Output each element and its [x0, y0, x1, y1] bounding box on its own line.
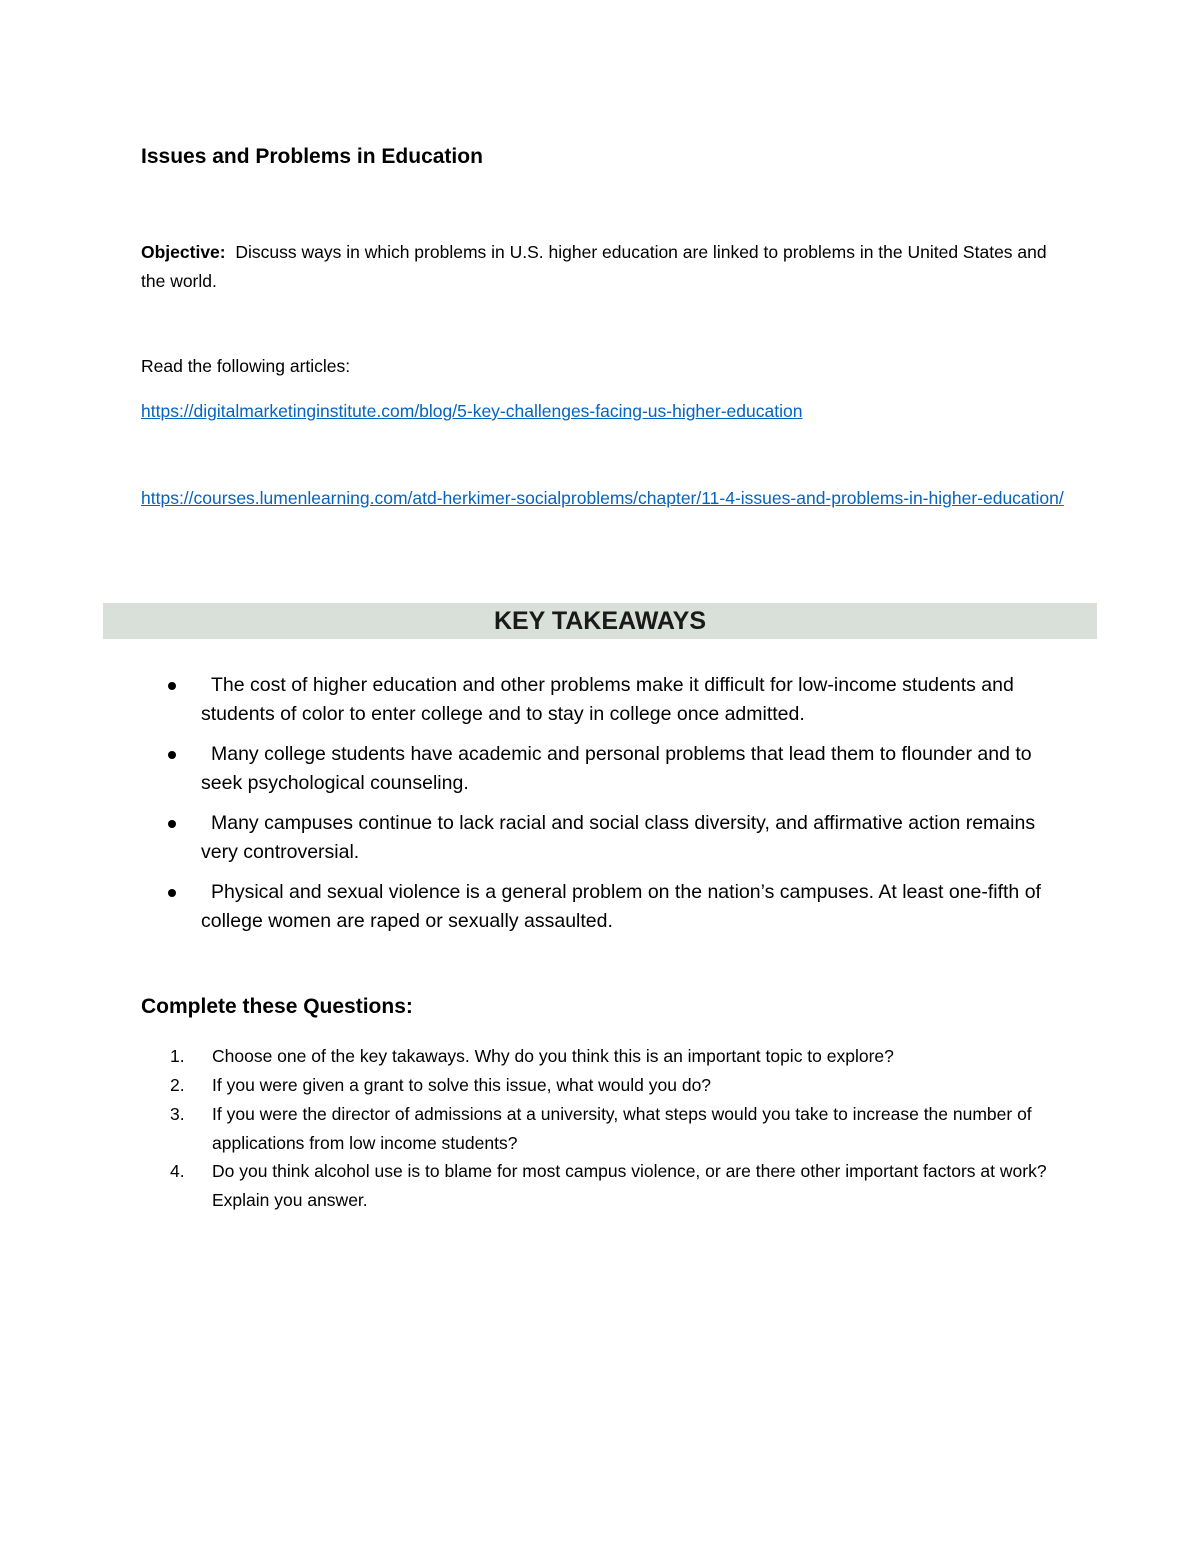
- bullet-icon: [168, 889, 176, 897]
- takeaway-text: Many campuses continue to lack racial and social class diversity, and affirmative action remains very controversial.: [201, 812, 1036, 863]
- takeaway-text: Many college students have academic and personal problems that lead them to flounder and to seek psychological counseling.: [201, 743, 1032, 794]
- question-number: 1.: [170, 1046, 185, 1066]
- read-articles-label: Read the following articles:: [141, 356, 351, 376]
- takeaway-text: Physical and sexual violence is a general problem on the nation’s campuses. At least one-fifth of college women are raped or sexually assaulted.: [201, 881, 1041, 932]
- objective-text: Discuss ways in which problems in U.S. higher education are linked to problems in the United States and the world.: [141, 242, 1047, 291]
- key-takeaways-heading: KEY TAKEAWAYS: [493, 607, 707, 635]
- key-takeaways-banner: [103, 603, 1097, 639]
- bullet-icon: [168, 682, 176, 690]
- question-text: Do you think alcohol use is to blame for most campus violence, or are there other important factors at work? Explain you answer.: [212, 1161, 1047, 1210]
- objective-paragraph: [141, 238, 1071, 296]
- question-text: If you were given a grant to solve this issue, what would you do?: [212, 1075, 712, 1095]
- question-text: If you were the director of admissions at a university, what steps would you take to increase the number of applications from low income students?: [212, 1104, 1032, 1153]
- question-item: [170, 1157, 1070, 1215]
- objective-label: Objective:: [141, 242, 226, 262]
- question-item: [170, 1100, 1070, 1158]
- article-link-digital-marketing[interactable]: https://digitalmarketinginstitute.com/blog/5-key-challenges-facing-us-higher-education: [141, 401, 803, 421]
- question-number: 3.: [170, 1104, 185, 1124]
- takeaway-item: [160, 809, 1070, 867]
- question-item: [170, 1042, 1070, 1071]
- page-title: Issues and Problems in Education: [141, 145, 483, 168]
- question-number: 2.: [170, 1075, 185, 1095]
- question-number: 4.: [170, 1161, 185, 1181]
- questions-heading: Complete these Questions:: [141, 995, 413, 1018]
- article-link-lumen-learning[interactable]: https://courses.lumenlearning.com/atd-herkimer-socialproblems/chapter/11-4-issues-and-problems-in-higher-education/: [141, 488, 1064, 508]
- bullet-icon: [168, 751, 176, 759]
- question-item: [170, 1071, 1070, 1100]
- takeaway-item: [160, 878, 1070, 936]
- takeaway-text: The cost of higher education and other problems make it difficult for low-income students and students of color to enter college and to stay in college once admitted.: [201, 674, 1014, 725]
- question-text: Choose one of the key takaways. Why do you think this is an important topic to explore?: [212, 1046, 894, 1066]
- takeaway-item: [160, 671, 1070, 729]
- takeaway-item: [160, 740, 1070, 798]
- bullet-icon: [168, 820, 176, 828]
